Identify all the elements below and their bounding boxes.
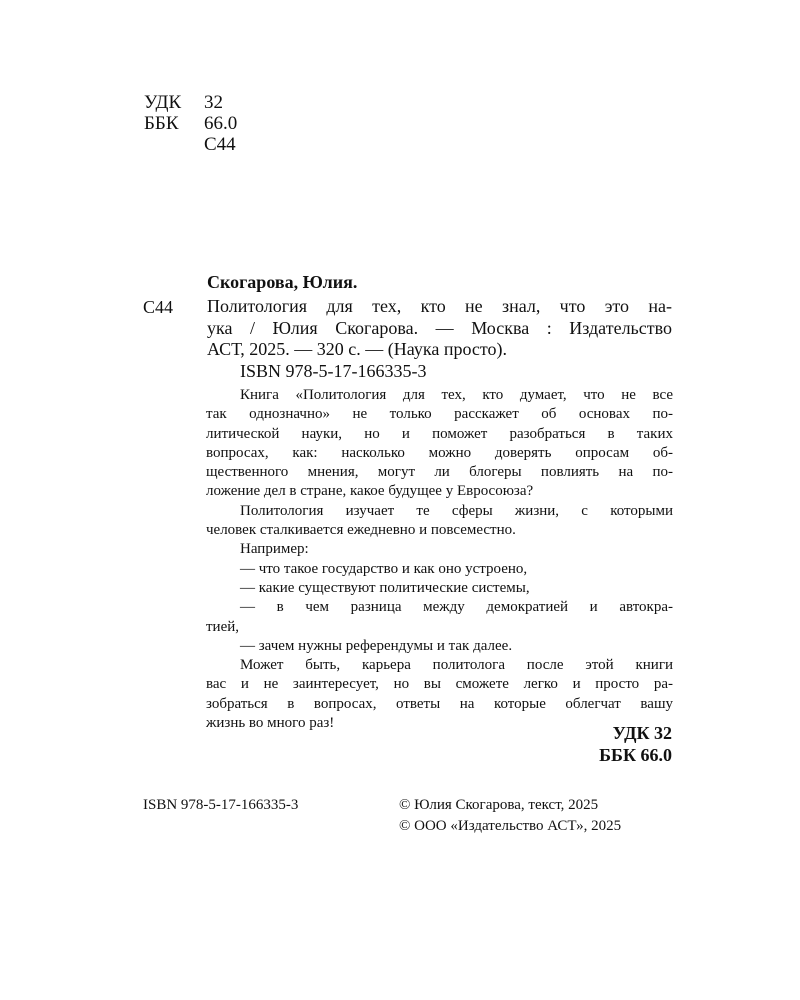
bbk-right: ББК 66.0 <box>599 745 672 765</box>
annotation-list-item: — зачем нужны референдумы и так далее. <box>240 637 513 654</box>
annotation-list-item: — в чем разница между демократией и автокра- <box>240 599 673 616</box>
cutter-code: С44 <box>204 134 236 155</box>
author-name: Скогарова, Юлия. <box>207 272 358 292</box>
annotation-line: щественного мнения, могут ли блогеры повлиять на по- <box>206 464 673 481</box>
footer-isbn: ISBN 978-5-17-166335-3 <box>143 797 299 813</box>
isbn-main: ISBN 978-5-17-166335-3 <box>240 361 427 381</box>
annotation-line: тией, <box>206 618 240 635</box>
annotation-line: зобраться в вопросах, ответы на которые облегчат вашу <box>206 695 673 712</box>
annotation-line: вопросах, как: насколько можно доверять опросам об- <box>206 444 673 461</box>
bib-line: ука / Юлия Скогарова. — Москва : Издательство <box>207 317 672 338</box>
annotation-line: жизнь во много раз! <box>206 715 335 732</box>
copyright-block <box>399 795 621 836</box>
annotation-line: Книга «Политология для тех, кто думает, что не все <box>240 387 673 403</box>
annotation-line: человек сталкивается ежедневно и повсеместно. <box>206 522 516 539</box>
copyright-publisher: © ООО «Издательство АСТ», 2025 <box>399 817 622 834</box>
annotation-line: так однозначно» не только расскажет об основах по- <box>206 406 673 423</box>
annotation <box>206 386 673 733</box>
bib-line: АСТ, 2025. — 320 с. — (Наука просто). <box>207 339 508 359</box>
bib-cutter-code: С44 <box>143 297 174 317</box>
udk-right: УДК 32 <box>612 723 672 743</box>
annotation-list-item: — какие существуют политические системы, <box>240 579 530 596</box>
udk-value: 32 <box>204 92 223 113</box>
annotation-list-item: — что такое государство и как оно устроено, <box>240 560 528 577</box>
annotation-line: Например: <box>240 541 309 558</box>
annotation-line: Политология изучает те сферы жизни, с которыми <box>240 502 673 519</box>
udk-label: УДК <box>144 92 182 113</box>
bib-line: Политология для тех, кто не знал, что это на- <box>207 296 672 316</box>
annotation-line: ложение дел в стране, какое будущее у Евросоюза? <box>206 483 534 500</box>
annotation-line: вас и не заинтересует, но вы сможете легко и просто ра- <box>206 676 673 693</box>
bbk-value: 66.0 <box>204 113 238 134</box>
index-right <box>599 722 672 766</box>
annotation-line: литической науки, но и поможет разобраться в таких <box>206 425 673 442</box>
bibliographic-description <box>207 296 672 361</box>
bbk-label: ББК <box>144 113 179 134</box>
annotation-line: Может быть, карьера политолога после этой книги <box>240 657 673 674</box>
copyright-author: © Юлия Скогарова, текст, 2025 <box>399 797 599 813</box>
